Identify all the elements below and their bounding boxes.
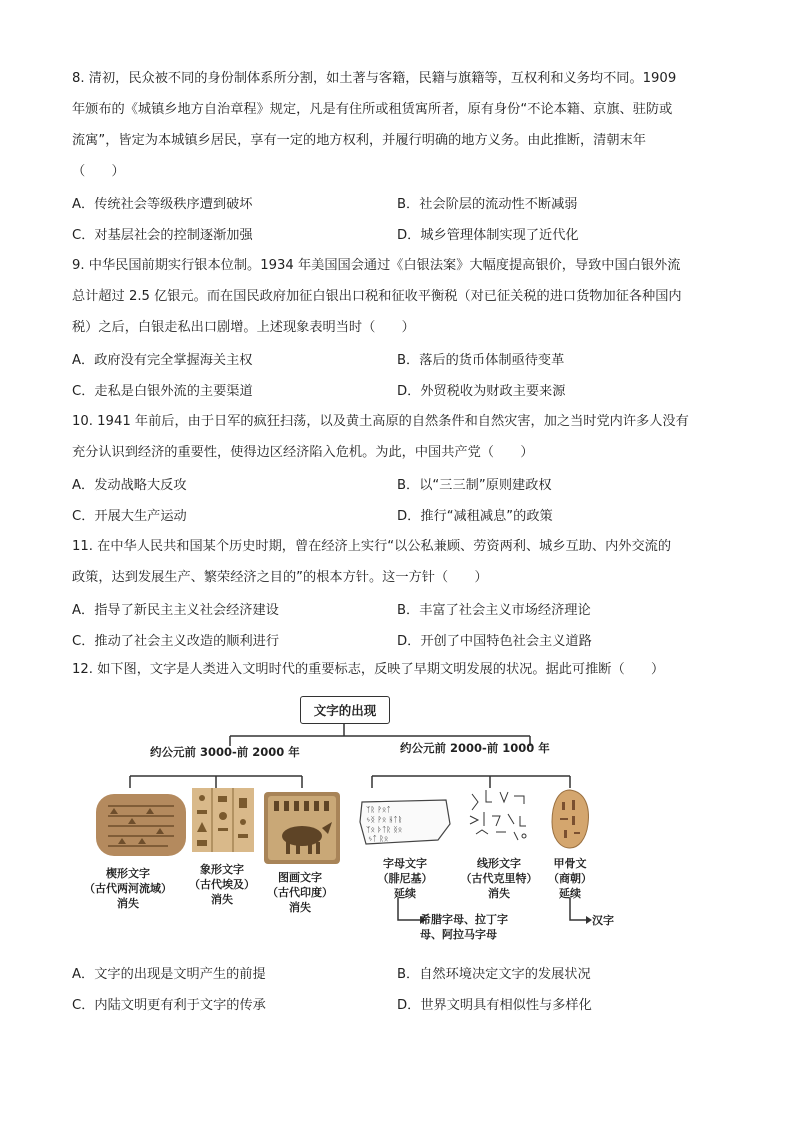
question-text: 12. 如下图，文字是人类进入文明时代的重要标志，反映了早期文明发展的状况。据此可推断（ ）	[72, 662, 665, 677]
question-text: （ ）	[72, 164, 125, 179]
linear-script-image	[462, 786, 534, 850]
left-period-label: 约公元前 3000-前 2000 年	[150, 745, 300, 759]
oracle-caption	[540, 856, 600, 901]
option-c[interactable]: C．开展大生产运动	[72, 509, 187, 524]
script-fate: 延续	[394, 887, 416, 900]
script-origin: （古代埃及）	[189, 878, 255, 891]
script-origin: （商朝）	[548, 872, 592, 885]
script-fate: 消失	[488, 887, 510, 900]
cuneiform-caption	[78, 866, 178, 911]
diagram-title: 文字的出现	[300, 696, 390, 724]
option-b[interactable]: B．以“三三制”原则建政权	[397, 478, 552, 493]
question-text: 充分认识到经济的重要性，使得边区经济陷入危机。为此，中国共产党（ ）	[72, 445, 534, 460]
question-text: 总计超过 2.5 亿银元。而在国民政府加征白银出口税和征收平衡税（对已征关税的进口货物加征各种国内	[72, 289, 682, 304]
option-b[interactable]: B．社会阶层的流动性不断减弱	[397, 197, 578, 212]
script-fate: 消失	[211, 893, 233, 906]
alphabet-caption	[360, 856, 450, 901]
indus-seal-image	[264, 792, 340, 868]
script-origin: （古代两河流域）	[84, 882, 172, 895]
script-origin: （腓尼基）	[377, 872, 433, 885]
script-origin: （古代印度）	[267, 886, 333, 899]
hieroglyph-caption	[182, 862, 262, 907]
option-a[interactable]: A．指导了新民主主义社会经济建设	[72, 603, 279, 618]
script-origin: （古代克里特）	[460, 872, 538, 885]
option-a[interactable]: A．发动战略大反攻	[72, 478, 187, 493]
script-fate: 延续	[559, 887, 581, 900]
script-fate: 消失	[289, 901, 311, 914]
question-text: 税）之后，白银走私出口剧增。上述现象表明当时（ ）	[72, 320, 415, 335]
option-d[interactable]: D．世界文明具有相似性与多样化	[397, 998, 592, 1013]
question-12	[72, 654, 722, 685]
option-a[interactable]: A．政府没有完全掌握海关主权	[72, 353, 253, 368]
script-name: 线形文字	[477, 857, 521, 870]
linear-caption	[454, 856, 544, 901]
option-c[interactable]: C．对基层社会的控制逐渐加强	[72, 228, 253, 243]
svg-text:ᛉᚱ ᚹᛟᛏ: ᛉᚱ ᚹᛟᛏ	[366, 805, 391, 814]
option-b[interactable]: B．丰富了社会主义市场经济理论	[397, 603, 591, 618]
option-b[interactable]: B．落后的货币体制亟待变革	[397, 353, 565, 368]
script-fate: 消失	[117, 897, 139, 910]
oracle-descendant: 汉字	[592, 914, 614, 927]
script-name: 图画文字	[278, 871, 322, 884]
script-name: 象形文字	[200, 863, 244, 876]
option-a[interactable]: A．文字的出现是文明产生的前提	[72, 967, 266, 982]
option-d[interactable]: D．城乡管理体制实现了近代化	[397, 228, 579, 243]
script-name: 甲骨文	[553, 857, 587, 870]
option-c[interactable]: C．内陆文明更有利于文字的传承	[72, 998, 266, 1013]
option-a[interactable]: A．传统社会等级秩序遭到破坏	[72, 197, 253, 212]
question-9	[72, 250, 722, 343]
question-8	[72, 63, 722, 187]
script-name: 楔形文字	[106, 867, 150, 880]
svg-text:ᛉᛟ ᚦᛏᚱ ᛝᛟ: ᛉᛟ ᚦᛏᚱ ᛝᛟ	[366, 825, 403, 834]
indus-caption	[260, 870, 340, 915]
alphabet-descendants	[420, 912, 508, 942]
right-period-label: 约公元前 2000-前 1000 年	[400, 741, 550, 755]
question-text: 9. 中华民国前期实行银本位制。1934 年美国国会通过《白银法案》大幅度提高银价，导致中国白银外流	[72, 258, 681, 273]
question-text: 流寓”，皆定为本城镇乡居民，享有一定的地方权利，并履行明确的地方义务。由此推断，清朝末年	[72, 133, 646, 148]
option-c[interactable]: C．走私是白银外流的主要渠道	[72, 384, 253, 399]
question-text: 10. 1941 年前后，由于日军的疯狂扫荡，以及黄土高原的自然条件和自然灾害，加之当时党内许多人没有	[72, 414, 689, 429]
option-d[interactable]: D．外贸税收为财政主要来源	[397, 384, 566, 399]
svg-text:ᛃᛝ ᚹᛟ ᚺᛏᚱ: ᛃᛝ ᚹᛟ ᚺᛏᚱ	[366, 815, 403, 824]
question-text: 政策，达到发展生产、繁荣经济之目的”的根本方针。这一方针（ ）	[72, 570, 488, 585]
descendant-line: 母、阿拉马字母	[420, 928, 497, 941]
question-10	[72, 406, 722, 468]
phoenician-inscription-image	[358, 796, 454, 852]
option-d[interactable]: D．推行“减租减息”的政策	[397, 509, 553, 524]
option-c[interactable]: C．推动了社会主义改造的顺利进行	[72, 634, 280, 649]
oracle-bone-image	[548, 788, 592, 854]
option-d[interactable]: D．开创了中国特色社会主义道路	[397, 634, 592, 649]
writing-origin-diagram	[70, 688, 670, 958]
cuneiform-tablet-image	[94, 792, 188, 862]
descendant-line: 希腊字母、拉丁字	[420, 913, 508, 926]
svg-text:ᛃᛏ ᚱᛟ: ᛃᛏ ᚱᛟ	[368, 834, 389, 843]
hieroglyph-image	[192, 788, 254, 856]
question-text: 11. 在中华人民共和国某个历史时期，曾在经济上实行“以公私兼顾、劳资两利、城乡互助、内外交流的	[72, 539, 672, 554]
question-text: 年颁布的《城镇乡地方自治章程》规定，凡是有住所或租赁寓所者，原有身份“不论本籍、京旗、驻防或	[72, 102, 673, 117]
question-11	[72, 531, 722, 593]
script-name: 字母文字	[383, 857, 427, 870]
question-text: 8. 清初，民众被不同的身份制体系所分割，如土著与客籍，民籍与旗籍等，互权利和义务均不同。1909	[72, 71, 677, 86]
option-b[interactable]: B．自然环境决定文字的发展状况	[397, 967, 591, 982]
